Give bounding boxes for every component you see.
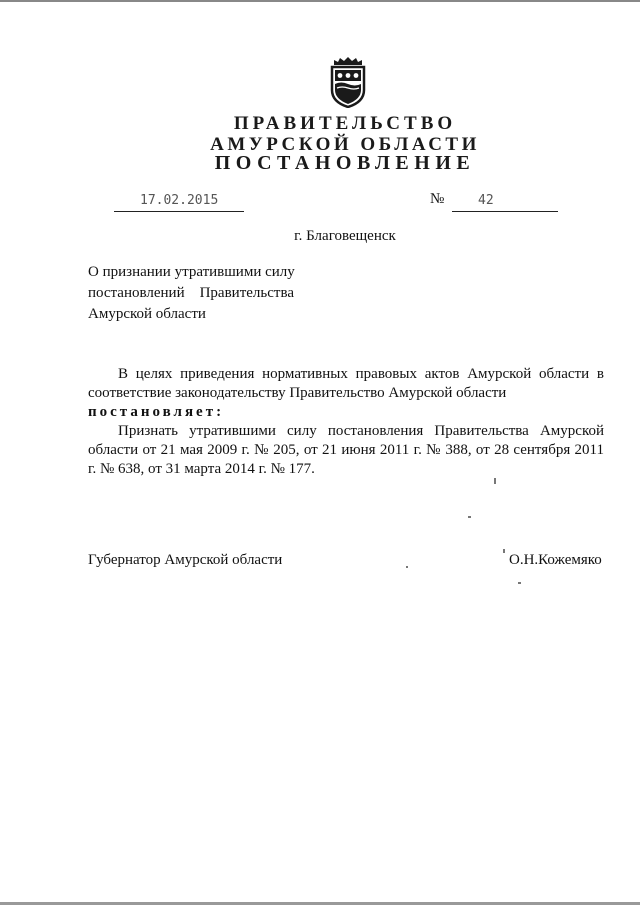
region-title: АМУРСКОЙ ОБЛАСТИ bbox=[210, 134, 480, 155]
decision-paragraph: Признать утратившими силу постановления Правительства Амурской области от 21 мая 2009 г. № 205, от 21 июня 2011 г. № 388, от 28 сентября 2011 г. № 638, от 31 марта 2014 г. № 177. bbox=[88, 423, 604, 477]
intro-paragraph: В целях приведения нормативных правовых актов Амурской области в соответствие законодательству Правительство Амурской области bbox=[88, 366, 604, 401]
subject-line: постановлений Правительства bbox=[88, 285, 294, 301]
scan-speck bbox=[518, 582, 521, 584]
city-line: г. Благовещенск bbox=[294, 228, 396, 244]
signatory-name: О.Н.Кожемяко bbox=[509, 552, 602, 568]
document-type-title: ПОСТАНОВЛЕНИЕ bbox=[214, 152, 476, 174]
government-title: ПРАВИТЕЛЬСТВО bbox=[233, 113, 457, 134]
decree-body bbox=[88, 365, 604, 479]
scan-speck bbox=[503, 549, 505, 553]
subject-line: О признании утратившими силу bbox=[88, 264, 295, 280]
scan-top-edge bbox=[0, 0, 640, 2]
document-number: 42 bbox=[478, 193, 494, 208]
scan-speck bbox=[494, 478, 496, 484]
scan-speck bbox=[468, 516, 471, 518]
number-field bbox=[452, 193, 558, 212]
document-date: 17.02.2015 bbox=[140, 193, 219, 208]
resolves-word: постановляет: bbox=[88, 404, 225, 420]
signatory-position: Губернатор Амурской области bbox=[88, 552, 283, 568]
coat-of-arms-icon bbox=[328, 56, 368, 108]
subject-block bbox=[88, 262, 348, 325]
subject-line: Амурской области bbox=[88, 306, 206, 322]
date-field bbox=[114, 193, 244, 212]
number-sign: № bbox=[430, 191, 445, 207]
scan-speck bbox=[406, 566, 408, 568]
